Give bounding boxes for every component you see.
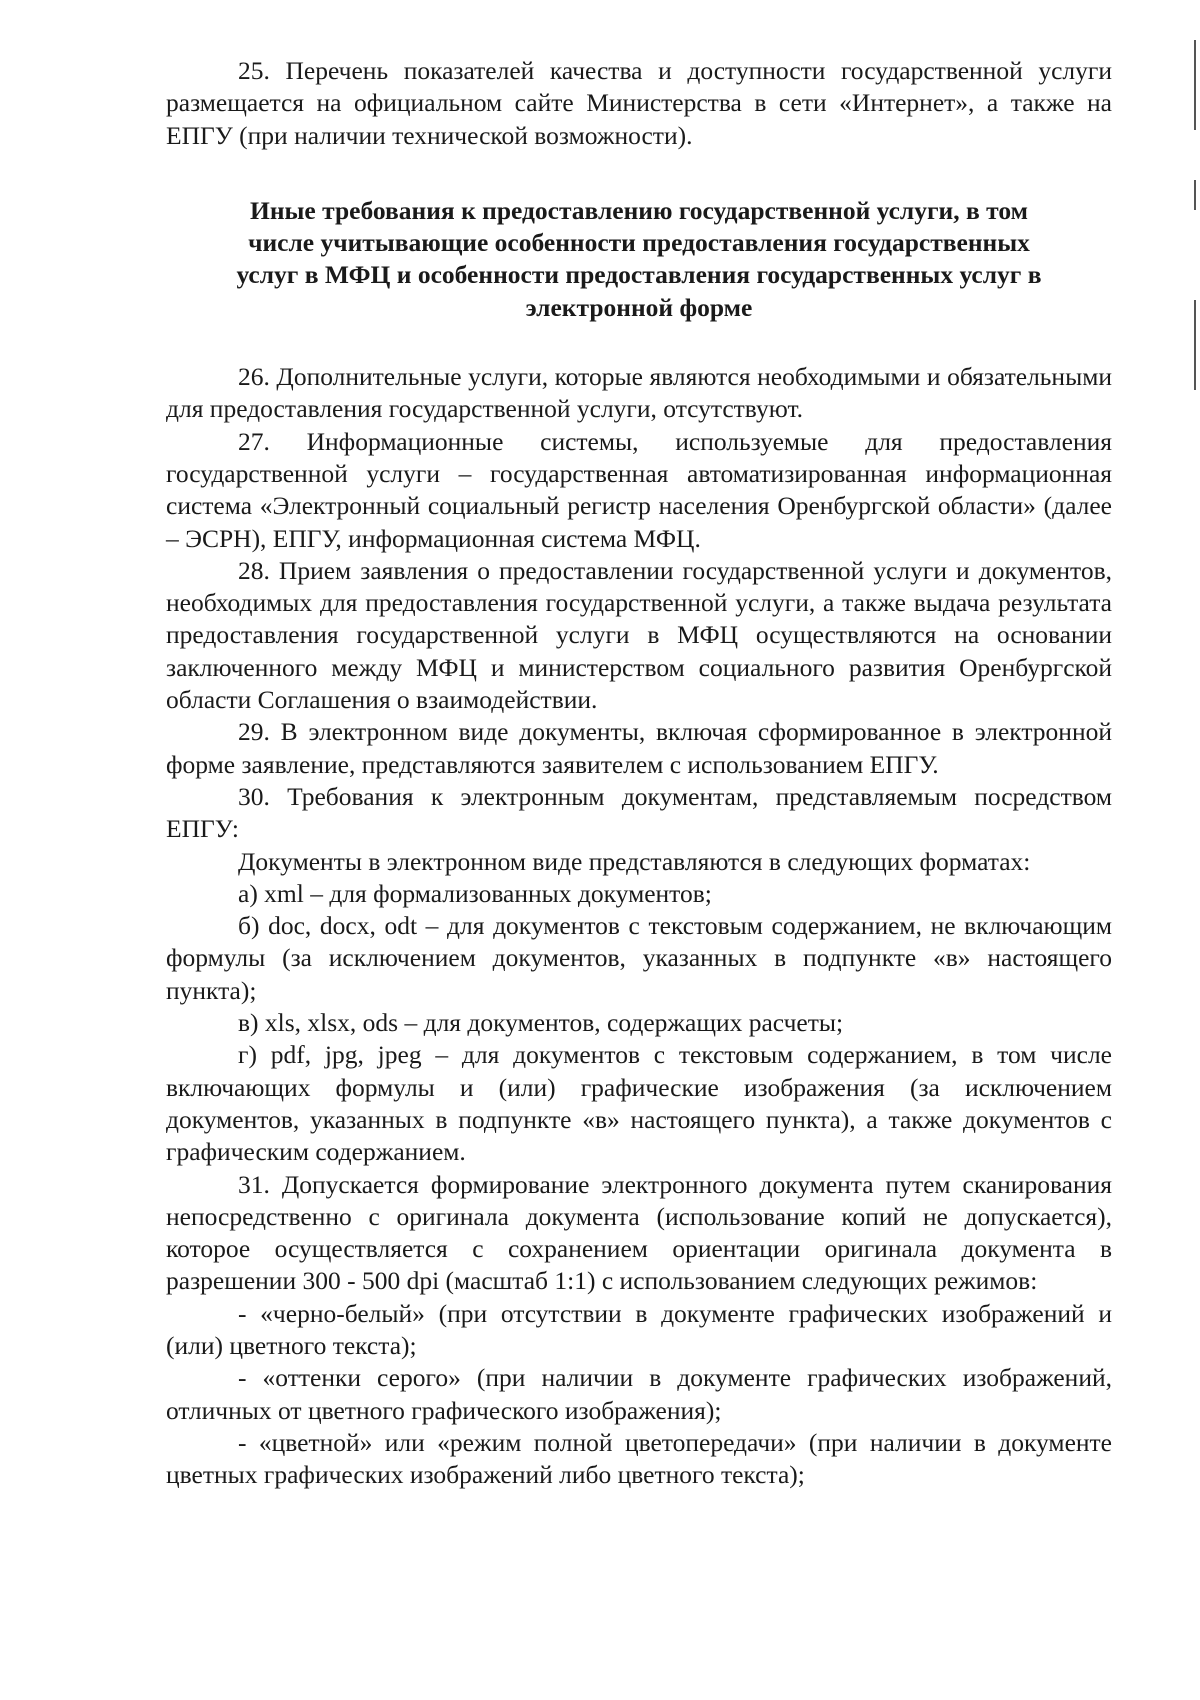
heading-line: электронной форме	[525, 292, 753, 322]
paragraph-30-v: в) xls, xlsx, ods – для документов, содержащих расчеты;	[238, 1008, 844, 1038]
paragraph-31-color: - «цветной» или «режим полной цветопередачи» (при наличии в документе цветных графических изображений либо цветного текста);	[166, 1427, 1112, 1490]
heading-line: Иные требования к предоставлению государственной услуги, в том	[250, 195, 1028, 225]
paragraph-27: 27. Информационные системы, используемые для предоставления государственной услуги – государственная автоматизированная информационная система «Электронный социальный регистр населения Оренбургской области» (далее – ЭСРН), ЕПГУ, информационная система МФЦ.	[166, 426, 1112, 553]
heading-line: услуг в МФЦ и особенности предоставления государственных услуг в	[236, 260, 1042, 290]
scan-edge-mark	[1194, 300, 1196, 390]
paragraph-31-gray: - «оттенки серого» (при наличии в документе графических изображений, отличных от цветного графического изображения);	[166, 1363, 1112, 1425]
scan-edge-mark	[1194, 40, 1196, 130]
heading-line: числе учитывающие особенности предоставления государственных	[248, 228, 1030, 258]
paragraph-30-g: г) pdf, jpg, jpeg – для документов с текстовым содержанием, в том числе включающих формулы и (или) графические изображения (за исключением документов, указанных в подпункте «в» настоящего пункта), а также документов с графическим содержанием.	[166, 1040, 1112, 1167]
paragraph-31-bw: - «черно-белый» (при отсутствии в документе графических изображений и (или) цветного текста);	[166, 1298, 1112, 1360]
paragraph-28: 28. Прием заявления о предоставлении государственной услуги и документов, необходимых для предоставления государственной услуги, а также выдача результата предоставления государственной услуги в МФЦ осуществляются на основании заключенного между МФЦ и министерством социального развития Оренбургской области Соглашения о взаимодействии.	[166, 555, 1112, 715]
document-page	[166, 55, 1112, 1491]
paragraph-30-b: б) doc, docx, odt – для документов с текстовым содержанием, не включающим формулы (за исключением документов, указанных в подпункте «в» настоящего пункта);	[166, 911, 1112, 1005]
paragraph-31: 31. Допускается формирование электронного документа путем сканирования непосредственно с оригинала документа (использование копий не допускается), которое осуществляется с сохранением ориентации оригинала документа в разрешении 300 - 500 dpi (масштаб 1:1) с использованием следующих режимов:	[166, 1169, 1112, 1296]
paragraph-25: 25. Перечень показателей качества и доступности государственной услуги размещается на официальном сайте Министерства в сети «Интернет», а также на ЕПГУ (при наличии технической возможности).	[166, 56, 1112, 150]
paragraph-30-intro: Документы в электронном виде представляются в следующих форматах:	[238, 846, 1031, 876]
section-heading	[166, 195, 1112, 324]
scan-edge-mark	[1194, 180, 1196, 210]
paragraph-30: 30. Требования к электронным документам, представляемым посредством ЕПГУ:	[166, 781, 1112, 844]
paragraph-29: 29. В электронном виде документы, включая сформированное в электронной форме заявление, представляются заявителем с использованием ЕПГУ.	[166, 717, 1112, 779]
paragraph-30-a: а) xml – для формализованных документов;	[238, 878, 712, 908]
paragraph-26: 26. Дополнительные услуги, которые являются необходимыми и обязательными для предоставления государственной услуги, отсутствуют.	[166, 362, 1112, 424]
